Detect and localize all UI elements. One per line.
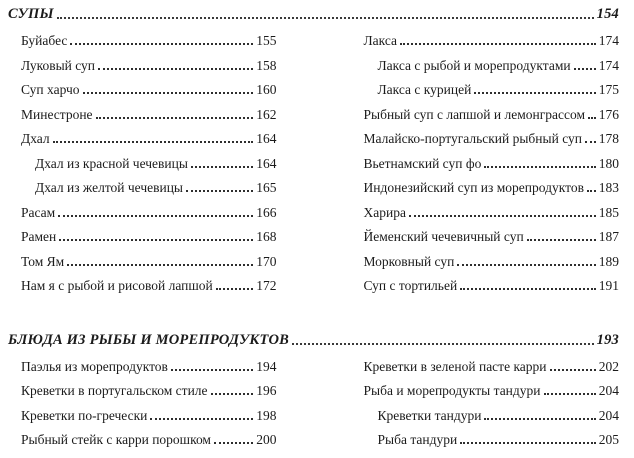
entry-title: Минестроне — [21, 106, 93, 122]
entry-page-number: 174 — [598, 57, 619, 73]
entry-page-number: 158 — [256, 57, 277, 73]
toc-entry — [8, 132, 277, 146]
entry-page-number: 175 — [598, 82, 619, 97]
entry-title: Индонезийский суп из морепродуктов — [363, 180, 584, 195]
dot-leader — [585, 141, 596, 143]
toc-entry — [8, 255, 277, 269]
toc-entry — [8, 230, 277, 244]
toc-entry — [351, 132, 620, 146]
section-page-number: 154 — [596, 6, 619, 22]
entry-page-number: 196 — [256, 383, 277, 398]
dot-leader — [574, 68, 596, 70]
toc-entry — [351, 108, 620, 122]
section-title: СУПЫ — [8, 6, 54, 22]
dot-leader — [474, 92, 595, 94]
entry-title: Рыбный стейк с карри порошком — [21, 432, 211, 447]
entry-page-number: 189 — [598, 253, 619, 269]
entry-title: Расам — [21, 204, 56, 220]
entry-page-number: 191 — [598, 278, 619, 293]
entry-page-number: 168 — [256, 229, 277, 244]
entry-page-number: 172 — [256, 278, 277, 293]
toc-entry — [351, 230, 620, 244]
dot-leader — [70, 43, 253, 45]
dot-leader — [484, 166, 595, 168]
toc-entry — [351, 206, 620, 220]
entry-page-number: 174 — [598, 33, 619, 48]
toc-section — [8, 332, 619, 458]
entry-page-number: 204 — [598, 383, 619, 398]
dot-leader — [550, 369, 596, 371]
entry-title: Нам я с рыбой и рисовой лапшой — [21, 278, 213, 293]
section-title: БЛЮДА ИЗ РЫБЫ И МОРЕПРОДУКТОВ — [8, 331, 290, 348]
dot-leader — [59, 239, 253, 241]
entry-title: Дхал из красной чечевицы — [35, 155, 188, 171]
toc-entry — [8, 157, 277, 171]
entry-page-number: 166 — [256, 204, 277, 220]
entry-page-number: 178 — [598, 131, 619, 146]
entry-title: Лакса с курицей — [377, 82, 472, 97]
dot-leader — [171, 369, 253, 371]
entry-title: Рыбный суп с лапшой и лемонграссом — [363, 106, 586, 122]
entry-title: Морковный суп — [363, 253, 455, 269]
toc-column-left — [8, 360, 277, 458]
dot-leader — [292, 343, 594, 345]
entry-title: Рыба и морепродукты тандури — [363, 383, 541, 398]
section-header — [8, 6, 619, 22]
toc-entry — [8, 83, 277, 97]
entry-page-number: 202 — [598, 358, 619, 374]
toc-entry — [8, 384, 277, 398]
toc-entry — [351, 255, 620, 269]
toc-entry — [351, 360, 620, 374]
dot-leader — [58, 215, 253, 217]
entry-page-number: 200 — [256, 432, 277, 447]
toc-column-right — [351, 34, 620, 304]
toc-section — [8, 6, 619, 304]
dot-leader — [214, 442, 253, 444]
section-page-number: 193 — [596, 331, 619, 348]
entry-title: Вьетнамский суп фо — [363, 155, 482, 171]
toc-entry — [351, 59, 620, 73]
toc-entry — [8, 34, 277, 48]
toc-entry — [8, 181, 277, 195]
entry-title: Буйабес — [21, 33, 68, 48]
dot-leader — [527, 239, 596, 241]
dot-leader — [409, 215, 596, 217]
entry-page-number: 194 — [256, 358, 277, 374]
dot-leader — [98, 68, 253, 70]
entry-title: Лакса с рыбой и морепродуктами — [377, 57, 571, 73]
toc-entry — [351, 409, 620, 423]
dot-leader — [67, 264, 253, 266]
entry-page-number: 176 — [598, 106, 619, 122]
entry-page-number: 205 — [598, 432, 619, 447]
entry-page-number: 165 — [256, 180, 277, 195]
entry-title: Креветки по-гречески — [21, 407, 148, 423]
dot-leader — [400, 43, 596, 45]
dot-leader — [484, 418, 595, 420]
toc-entry — [8, 108, 277, 122]
entry-page-number: 198 — [256, 407, 277, 423]
dot-leader — [150, 418, 253, 420]
entry-title: Харира — [363, 204, 406, 220]
entry-page-number: 164 — [256, 155, 277, 171]
dot-leader — [96, 117, 254, 119]
entry-title: Креветки тандури — [377, 407, 482, 423]
entry-title: Йеменский чечевичный суп — [363, 229, 524, 244]
toc-column-right — [351, 360, 620, 458]
toc-entry — [351, 34, 620, 48]
toc-columns — [8, 360, 619, 458]
entry-title: Рамен — [21, 229, 57, 244]
entry-page-number: 162 — [256, 106, 277, 122]
toc-entry — [351, 279, 620, 293]
dot-leader — [587, 190, 596, 192]
toc-entry — [8, 279, 277, 293]
entry-title: Том Ям — [21, 253, 65, 269]
toc-columns — [8, 34, 619, 304]
entry-page-number: 180 — [598, 155, 619, 171]
dot-leader — [457, 264, 595, 266]
entry-title: Рыба тандури — [377, 432, 458, 447]
entry-page-number: 204 — [598, 407, 619, 423]
entry-page-number: 185 — [598, 204, 619, 220]
toc-column-left — [8, 34, 277, 304]
entry-title: Суп с тортильей — [363, 278, 458, 293]
entry-title: Лакса — [363, 33, 398, 48]
entry-title: Дхал — [21, 131, 50, 146]
entry-page-number: 164 — [256, 131, 277, 146]
toc-entry — [351, 83, 620, 97]
toc-entry — [351, 433, 620, 447]
toc-entry — [8, 409, 277, 423]
dot-leader — [544, 393, 596, 395]
dot-leader — [216, 288, 254, 290]
dot-leader — [53, 141, 254, 143]
dot-leader — [460, 288, 596, 290]
entry-title: Суп харчо — [21, 82, 80, 97]
entry-page-number: 155 — [256, 33, 277, 48]
section-header — [8, 332, 619, 348]
dot-leader — [588, 117, 596, 119]
toc-entry — [8, 360, 277, 374]
dot-leader — [186, 190, 253, 192]
toc-entry — [8, 59, 277, 73]
entry-title: Креветки в португальском стиле — [21, 383, 208, 398]
toc-entry — [8, 206, 277, 220]
entry-page-number: 170 — [256, 253, 277, 269]
toc-entry — [351, 384, 620, 398]
dot-leader — [191, 166, 253, 168]
toc-entry — [351, 181, 620, 195]
toc-entry — [8, 433, 277, 447]
toc-entry — [351, 157, 620, 171]
dot-leader — [57, 17, 594, 19]
dot-leader — [83, 92, 254, 94]
entry-title: Дхал из желтой чечевицы — [35, 180, 184, 195]
entry-title: Малайско-португальский рыбный суп — [363, 131, 582, 146]
entry-title: Креветки в зеленой пасте карри — [363, 358, 547, 374]
dot-leader — [460, 442, 596, 444]
entry-title: Паэлья из морепродуктов — [21, 358, 168, 374]
entry-page-number: 187 — [598, 229, 619, 244]
entry-page-number: 160 — [256, 82, 277, 97]
dot-leader — [211, 393, 254, 395]
entry-title: Луковый суп — [21, 57, 96, 73]
entry-page-number: 183 — [598, 180, 619, 195]
